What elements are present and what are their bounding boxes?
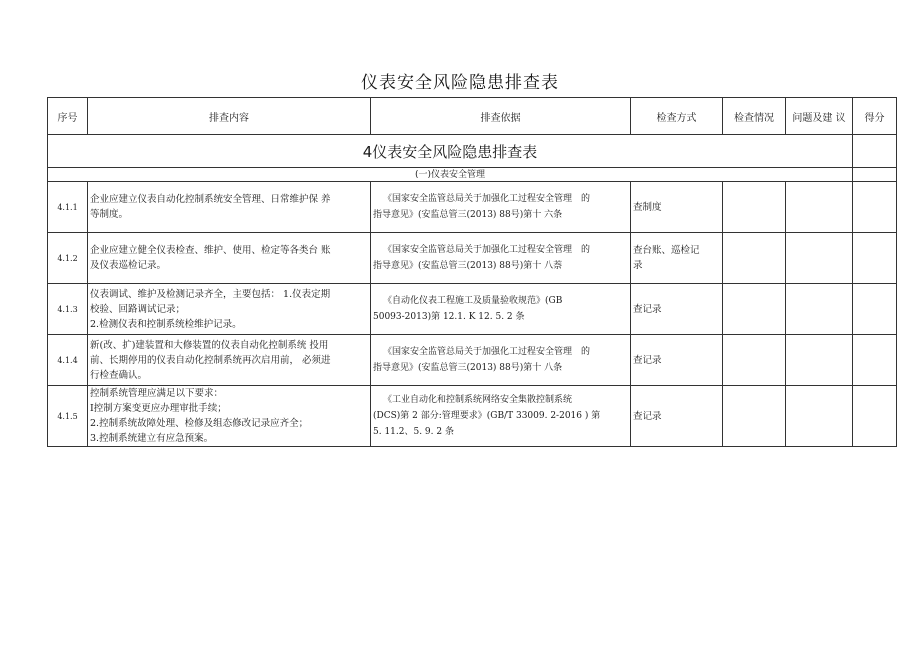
content-line: 及仪表巡检记录。 (90, 260, 167, 271)
subsection-title: (一)仪表安全管理 (48, 168, 853, 182)
row-number: 4.1.4 (48, 335, 88, 386)
row-issues (786, 284, 853, 335)
method-line: 录 (633, 260, 643, 271)
method-line: 查记录 (633, 354, 662, 366)
content-line: 仪表调试、维护及检测记录齐全，主要包括： 1.仪表定期 (90, 288, 331, 300)
content-line: 前、长期停用的仪表自动化控制系统再次启用前， 必须进 (90, 354, 331, 366)
header-situation: 检查情况 (723, 98, 786, 135)
content-line: Ⅰ控制方案变更应办理审批手续； (90, 403, 227, 414)
row-score (853, 386, 897, 447)
subsection-row (48, 168, 897, 182)
row-issues (786, 386, 853, 447)
header-method: 检查方式 (631, 98, 723, 135)
row-score (853, 233, 897, 284)
basis-line: (DCS)第 2 部分:管理要求》(GB/T 33009. 2-2016 ) 第 (373, 411, 601, 421)
row-content (88, 335, 371, 386)
basis-line: 指导意见》(安监总管三(2013) 88号)第十 八萘 (373, 261, 563, 271)
table-row (48, 386, 897, 447)
row-number: 4.1.5 (48, 386, 88, 447)
content-line: 2.控制系统故障处理、检修及组态修改记录应齐全； (90, 418, 309, 429)
method-line: 查记录 (633, 303, 662, 315)
basis-line: 《国家安全监管总局关于加强化工过程安全管理 的 (383, 347, 591, 357)
table-row (48, 182, 897, 233)
basis-line: 5. 11.2、5. 9. 2 条 (373, 427, 454, 437)
row-method (631, 284, 723, 335)
row-basis (371, 182, 631, 233)
header-row (48, 98, 897, 135)
row-issues (786, 335, 853, 386)
row-basis (371, 284, 631, 335)
header-score: 得分 (853, 98, 897, 135)
row-issues (786, 233, 853, 284)
row-situation (723, 233, 786, 284)
subsection-score-cell (853, 168, 897, 182)
content-line: 企业应建立仪表自动化控制系统安全管理、日常维护保 养 (90, 194, 331, 205)
row-basis (371, 386, 631, 447)
row-number: 4.1.1 (48, 182, 88, 233)
inspection-table (47, 97, 897, 447)
row-situation (723, 284, 786, 335)
row-issues (786, 182, 853, 233)
row-situation (723, 335, 786, 386)
document-title: 仪表安全风险隐患排查表 (361, 73, 559, 93)
content-line: 2.检测仪表和控制系统检维护记录。 (90, 318, 242, 330)
row-method (631, 182, 723, 233)
content-line: 控制系统管理应满足以下要求： (90, 388, 224, 399)
row-score (853, 182, 897, 233)
content-line: 3.控制系统建立有应急预案。 (90, 433, 214, 444)
row-situation (723, 182, 786, 233)
content-line: 新(改、扩)建装置和大修装置的仪表自动化控制系统 投用 (90, 339, 329, 351)
content-line: 等制度。 (90, 209, 129, 220)
row-basis (371, 233, 631, 284)
content-line: 行检查确认。 (90, 369, 148, 381)
row-basis (371, 335, 631, 386)
row-number: 4.1.3 (48, 284, 88, 335)
basis-line: 《工业自动化和控制系统网络安全集散控制系统 (383, 395, 573, 405)
row-score (853, 284, 897, 335)
header-basis: 排查依据 (371, 98, 631, 135)
header-no: 序号 (48, 98, 88, 135)
content-line: 企业应建立健全仪表检查、维护、使用、检定等各类台 账 (90, 245, 331, 256)
table-row (48, 233, 897, 284)
basis-line: 《国家安全监管总局关于加强化工过程安全管理 的 (383, 245, 591, 255)
basis-line: 《国家安全监管总局关于加强化工过程安全管理 的 (383, 194, 591, 204)
row-content (88, 233, 371, 284)
row-content (88, 284, 371, 335)
basis-line: 50093-2013)第 12.1. K 12. 5. 2 条 (373, 312, 525, 322)
row-content (88, 386, 371, 447)
header-content: 排查内容 (88, 98, 371, 135)
row-score (853, 335, 897, 386)
row-situation (723, 386, 786, 447)
row-method (631, 386, 723, 447)
row-method (631, 233, 723, 284)
section-row (48, 135, 897, 168)
section-score-cell (853, 135, 897, 168)
method-line: 查制度 (633, 201, 662, 213)
method-line: 查记录 (633, 410, 662, 422)
content-line: 校验、回路调试记录； (90, 303, 186, 315)
row-number: 4.1.2 (48, 233, 88, 284)
row-method (631, 335, 723, 386)
basis-line: 《自动化仪表工程施工及质量验收规范》(GB (383, 296, 563, 306)
table-row (48, 335, 897, 386)
header-issues: 问题及建 议 (786, 98, 853, 135)
section-title: 4仪表安全风险隐患排查表 (48, 135, 853, 168)
method-line: 查台账、巡检记 (633, 245, 700, 256)
table-row (48, 284, 897, 335)
row-content (88, 182, 371, 233)
basis-line: 指导意见》(安监总管三(2013) 88号)第十 六条 (373, 210, 563, 220)
basis-line: 指导意见》(安监总管三(2013) 88号)第十 八条 (373, 363, 563, 373)
